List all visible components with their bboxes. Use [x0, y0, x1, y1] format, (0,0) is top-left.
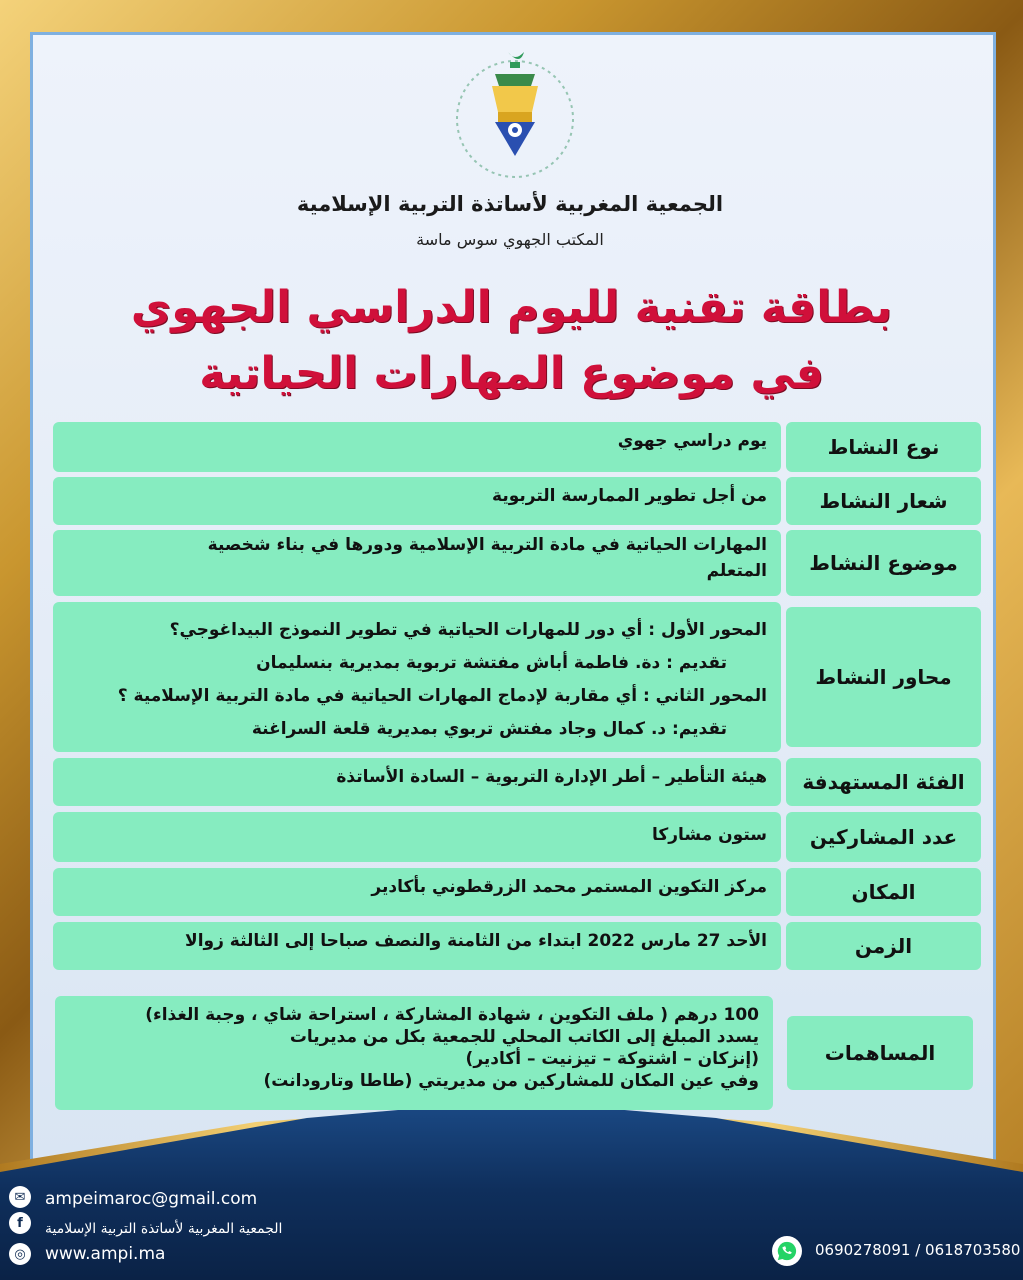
association-logo — [440, 44, 590, 194]
value-line: (إنزكان – اشتوكة – تيزنيت – أكادير) — [465, 1049, 759, 1070]
value-line: تقديم: د. كمال وجاد مفتش تربوي بمديرية قلعة السراغنة — [251, 719, 727, 740]
main-title-line-1: بطاقة تقنية لليوم الدراسي الجهوي — [130, 282, 893, 333]
facebook-icon: f — [9, 1212, 31, 1234]
value-line: يسدد المبلغ إلى الكاتب المحلي للجمعية بكل من مديريات — [289, 1027, 759, 1048]
row-label: المساهمات — [787, 1016, 973, 1090]
row-value — [53, 530, 781, 596]
row-label: الفئة المستهدفة — [786, 758, 981, 806]
value-line: من أجل تطوير الممارسة التربوية — [492, 486, 767, 506]
value-line: الأحد 27 مارس 2022 ابتداء من الثامنة والنصف صباحا إلى الثالثة زوالا — [185, 931, 767, 951]
globe-icon: ◎ — [9, 1243, 31, 1265]
value-line: المهارات الحياتية في مادة التربية الإسلامية ودورها في بناء شخصية — [207, 535, 767, 555]
row-label: الزمن — [786, 922, 981, 970]
row-label: موضوع النشاط — [786, 530, 981, 596]
value-line: ستون مشاركا — [651, 825, 767, 845]
row-label: نوع النشاط — [786, 422, 981, 472]
row-location — [53, 868, 981, 916]
row-activity-axes — [53, 602, 981, 752]
row-label: المكان — [786, 868, 981, 916]
row-value — [53, 812, 781, 862]
whatsapp-icon — [772, 1236, 802, 1266]
footer-email[interactable]: ampeimaroc@gmail.com — [45, 1189, 258, 1209]
row-label: شعار النشاط — [786, 477, 981, 525]
value-line: المحور الأول : أي دور للمهارات الحياتية في تطوير النموذج البيداغوجي؟ — [169, 620, 767, 640]
value-line: مركز التكوين المستمر محمد الزرقطوني بأكادير — [371, 877, 767, 897]
row-contributions — [53, 996, 981, 1110]
row-time — [53, 922, 981, 970]
value-line: المحور الثاني : أي مقاربة لإدماج المهارات الحياتية في مادة التربية الإسلامية ؟ — [117, 686, 767, 707]
row-value — [53, 422, 781, 472]
row-value — [55, 996, 773, 1110]
value-line: تقديم : دة. فاطمة أباش مفتشة تربوية بمديرية بنسليمان — [256, 653, 727, 674]
row-label: عدد المشاركين — [786, 812, 981, 862]
organization-name: الجمعية المغربية لأساتذة التربية الإسلامية — [296, 192, 724, 216]
value-line: وفي عين المكان للمشاركين من مديريتي (طاطا وتارودانت) — [263, 1071, 759, 1092]
value-line: المتعلم — [706, 561, 767, 582]
value-line: يوم دراسي جهوي — [617, 431, 767, 451]
row-value — [53, 602, 781, 752]
footer-phones[interactable]: 0690278091 / 0618703580 — [815, 1241, 1021, 1259]
footer-facebook[interactable]: الجمعية المغربية لأساتذة التربية الإسلامية — [45, 1221, 283, 1237]
row-value — [53, 758, 781, 806]
mail-icon: ✉ — [9, 1186, 31, 1208]
row-value — [53, 922, 781, 970]
value-line: 100 درهم ( ملف التكوين ، شهادة المشاركة ، استراحة شاي ، وجبة الغذاء) — [145, 1005, 759, 1025]
row-participants-count — [53, 812, 981, 862]
main-title-line-2: في موضوع المهارات الحياتية — [199, 348, 824, 399]
row-activity-slogan — [53, 477, 981, 525]
footer-website[interactable]: www.ampi.ma — [45, 1244, 166, 1264]
row-activity-topic — [53, 530, 981, 596]
row-value — [53, 477, 781, 525]
row-value — [53, 868, 781, 916]
row-target-group — [53, 758, 981, 806]
regional-office: المكتب الجهوي سوس ماسة — [416, 230, 604, 249]
value-line: هيئة التأطير – أطر الإدارة التربوية – السادة الأساتذة — [336, 767, 767, 787]
row-label: محاور النشاط — [786, 607, 981, 747]
row-activity-type — [53, 422, 981, 472]
